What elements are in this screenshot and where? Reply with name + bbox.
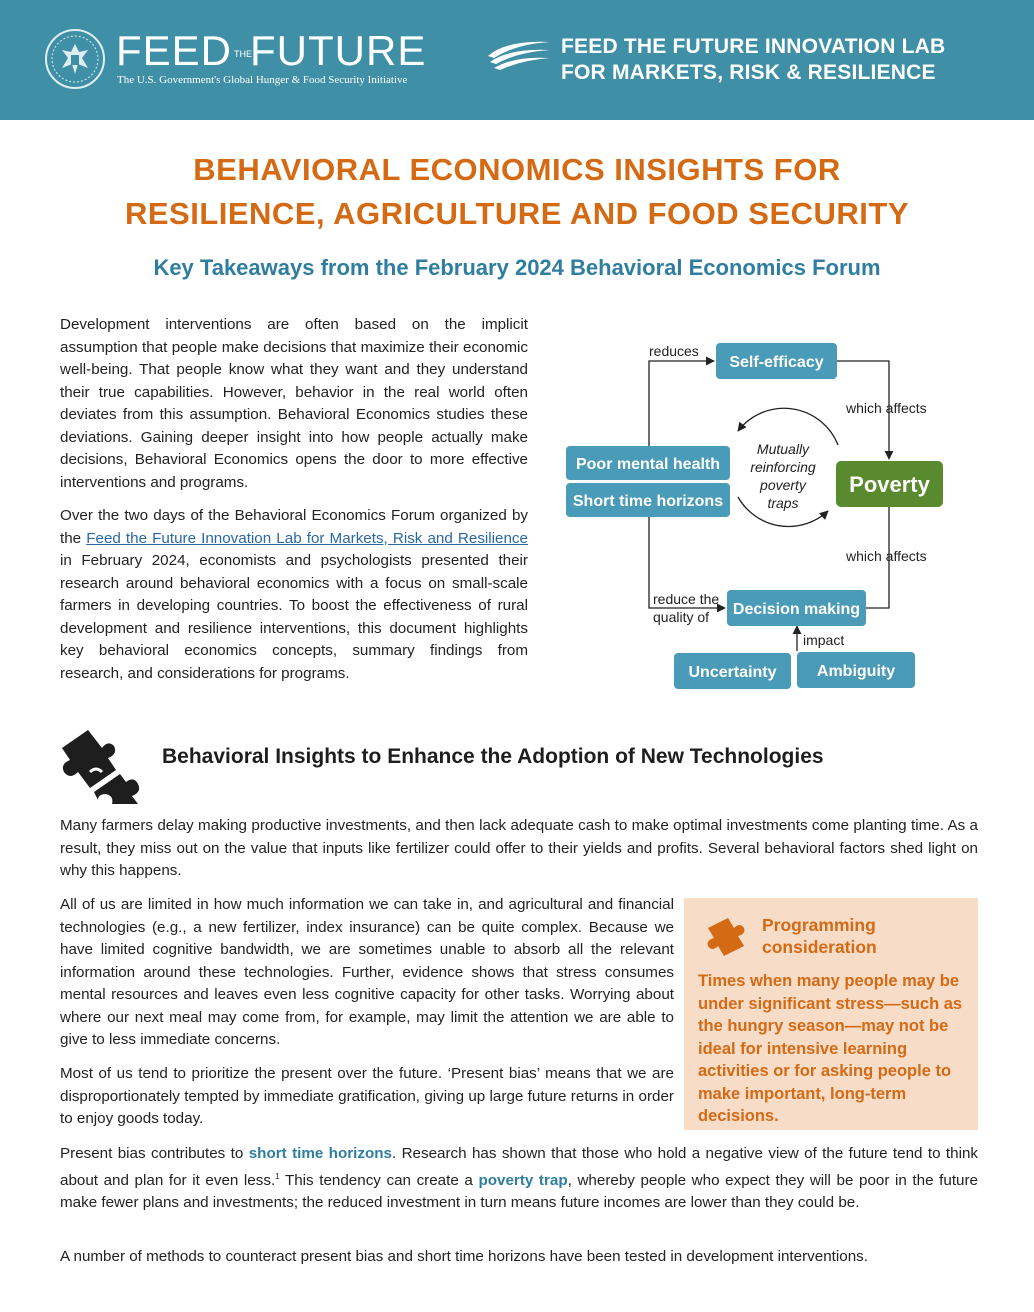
paragraph-short-time-horizons: Present bias contributes to short time horizons. Research has shown that those who hold a negative view of the future tend to think about and plan for it even less.$^1$ This tendency can create a poverty trap, whereby people who expect they will be poor in the future make fewer plans and investments; the reduced investment in turn means future incomes are lower than they could be. [60,1145,978,1212]
header-banner [0,0,1034,120]
paragraph-investment-delay: Many farmers delay making productive investments, and then lack adequate cash to make optimal investments come planting time. As a result, they miss out on the value that inputs like fertilizer could offer to their yields and profits. Several behavioral factors shed light on why this happens. [60,817,978,879]
svg-text:Short time horizons: Short time horizons [572,493,724,510]
box-poverty [836,461,943,507]
intro-paragraph-1: Development interventions are often based on the implicit assumption that people make decisions that maximize their economic well-being. That people know what they want and they understand their true capabilities. However, behavior in the real world often deviates from this assumption. Behavioral Economics studies these deviations. Gaining deeper insight into how people actually make decisions, Behavioral Economics opens the door to more effective interventions and programs. [60,316,528,491]
intro-paragraph-2: Over the two days of the Behavioral Economics Forum organized by the Feed the Future Innovation Lab for Markets, Risk and Resilience in February 2024, economists and psychologists presented their research around behavioral economics with a focus on small-scale farmers in developing countries. To boost the effectiveness of rural development and resilience interventions, this document highlights key behavioral economics concepts, summary findings from research, and considerations for programs. [60,507,528,682]
box-ambiguity [797,652,915,688]
page-subtitle: Key Takeaways from the February 2024 Behavioral Economics Forum [153,255,881,280]
page-title: BEHAVIORAL ECONOMICS INSIGHTS FOR RESILIENCE, AGRICULTURE AND FOOD SECURITY [124,152,910,231]
svg-text:reinforcing: reinforcing [750,459,816,475]
puzzle-piece-icon [704,914,752,958]
svg-text:Uncertainty: Uncertainty [688,664,777,681]
svg-text:traps: traps [767,495,799,511]
box-poor-mental-health [566,446,730,480]
puzzle-pieces-icon [58,728,150,806]
innovation-lab-name: FEED THE FUTURE INNOVATION LAB FOR MARKETS, RISK & RESILIENCE [561,35,946,84]
svg-text:poverty: poverty [760,477,806,493]
svg-text:impact: impact [803,632,845,648]
svg-text:Decision making: Decision making [732,601,861,618]
box-decision-making [727,590,866,626]
svg-text:Poverty: Poverty [849,472,930,497]
box-uncertainty [674,653,791,689]
svg-text:reduces: reduces [649,343,699,359]
svg-text:Self-efficacy: Self-efficacy [729,354,824,371]
programming-consideration-callout [684,898,978,1130]
arrow-reduces [649,361,714,446]
section-heading: Behavioral Insights to Enhance the Adoption of New Technologies [162,745,824,768]
box-self-efficacy [716,343,837,379]
svg-text:reduce the: reduce the [653,591,720,607]
svg-text:which affects: which affects [846,400,927,416]
paragraph-counteract-methods: A number of methods to counteract present bias and short time horizons have been tested in development interventions. [60,1248,868,1265]
paragraph-cognitive-bandwidth: All of us are limited in how much information we can take in, and agricultural and financial technologies (e.g., a new fertilizer, index insurance) can be quite complex. Because we have limited cognitive bandwidth, we are sometimes unable to absorb all the relevant information around these technologies. Further, evidence shows that stress consumes mental resources and leaves even less cognitive capacity for other tasks. Worrying about where our next meal may come from, for example, may limit the attention we are able to give to less immediate concerns. [60,896,674,1048]
term-short-time-horizons: short time horizons [248,1145,392,1162]
svg-text:which affects: which affects [846,548,927,564]
innovation-lab-wave-logo-icon [486,38,552,78]
feed-the-future-wordmark: FEED THEFUTURE [116,27,427,74]
callout-body: Times when many people may be under significant stress—such as the hungry season—may not be ideal for intensive learning activities or for asking people to make important, long-term decisions. [698,972,963,1125]
term-poverty-trap: poverty trap [478,1171,568,1189]
callout-heading: Programming consideration [762,915,877,957]
svg-text:Poor mental health: Poor mental health [575,456,721,473]
innovation-lab-link[interactable]: Feed the Future Innovation Lab for Markets, Risk and Resilience [86,529,528,547]
paragraph-present-bias: Most of us tend to prioritize the present over the future. ‘Present bias’ means that we are disproportionately tempted by immediate gratification, giving up large future returns in order to enjoy goods today. [60,1065,674,1127]
diagram-center-label [750,441,816,511]
poverty-trap-diagram [560,335,960,695]
box-short-time-horizons [566,483,730,517]
svg-text:quality of: quality of [653,609,710,625]
ftf-tagline: The U.S. Government's Global Hunger & Food Security Initiative [117,74,408,86]
svg-text:Mutually: Mutually [756,441,810,457]
svg-text:Ambiguity: Ambiguity [816,663,896,680]
footnote-ref[interactable]: 1 [275,1171,280,1181]
intro-section [60,314,528,696]
us-government-seal-icon [44,28,106,90]
cycle-arrow-top [738,408,838,445]
